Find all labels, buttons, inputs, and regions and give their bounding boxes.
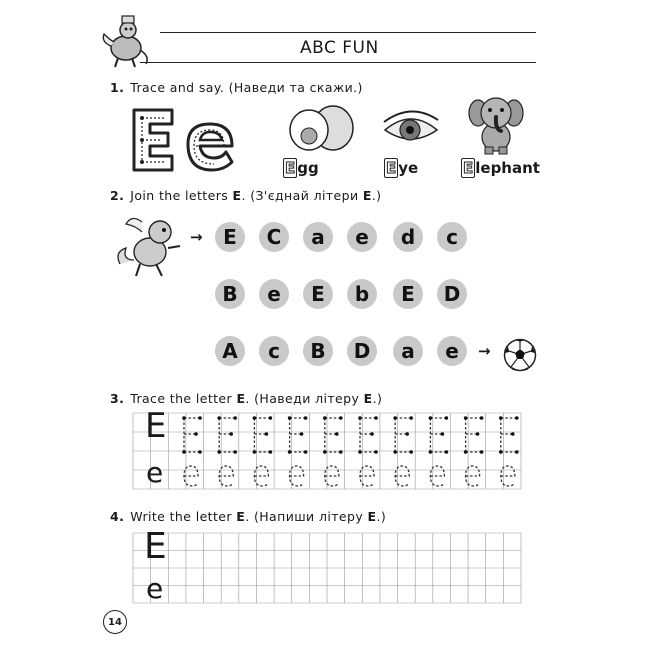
elephant-picture-icon	[468, 93, 524, 155]
egg-picture-icon	[285, 100, 357, 152]
eye-picture-icon	[382, 110, 440, 148]
letter-circle[interactable]: E	[215, 222, 245, 252]
letter-circle[interactable]: C	[259, 222, 289, 252]
exercise-3-instruction: 3. Trace the letter E. (Наведи літеру E.)	[110, 391, 383, 406]
title-line-top	[160, 32, 536, 33]
letter-circle[interactable]: a	[393, 336, 423, 366]
arrow-end-icon: →	[478, 342, 491, 360]
letter-circle[interactable]: e	[437, 336, 467, 366]
letter-circle[interactable]: b	[347, 279, 377, 309]
trace-letters-box	[128, 104, 248, 176]
letter-circle[interactable]: a	[303, 222, 333, 252]
exercise-1-instruction	[110, 80, 363, 95]
letter-circle[interactable]: D	[347, 336, 377, 366]
letter-circle[interactable]: e	[347, 222, 377, 252]
arrow-start-icon: →	[190, 228, 203, 246]
letter-circle[interactable]: B	[215, 279, 245, 309]
instruction-text: Trace and say. (Наведи та скажи.)	[130, 80, 363, 95]
page-title: ABC FUN	[300, 38, 379, 58]
model-letter-lower: e	[146, 572, 164, 605]
word-eye: E ye	[386, 159, 419, 177]
exercise-number: 1.	[110, 80, 125, 95]
dragon-mascot-icon	[112, 212, 188, 280]
model-letter-upper: E	[144, 526, 167, 567]
letter-circle[interactable]: D	[437, 279, 467, 309]
exercise-4-instruction: 4. Write the letter E. (Напиши літеру E.)	[110, 509, 387, 524]
model-letter-upper: E	[145, 406, 167, 446]
letter-circle[interactable]: c	[259, 336, 289, 366]
model-letter-lower: e	[146, 456, 164, 489]
title-line-bottom	[140, 62, 536, 63]
letter-circle[interactable]: e	[259, 279, 289, 309]
exercise-2-instruction: 2. Join the letters E. (З'єднай літери E.)	[110, 188, 382, 203]
letter-circle[interactable]: E	[303, 279, 333, 309]
letter-circle[interactable]: B	[303, 336, 333, 366]
writing-grid[interactable]	[132, 532, 522, 604]
letter-circle[interactable]: d	[393, 222, 423, 252]
letter-circle[interactable]: E	[393, 279, 423, 309]
trace-letter-grid[interactable]	[132, 412, 522, 490]
page-number: 14	[103, 610, 127, 634]
football-icon	[503, 338, 537, 372]
letter-circle[interactable]: A	[215, 336, 245, 366]
letter-circle[interactable]: c	[437, 222, 467, 252]
word-elephant: E lephant	[463, 159, 540, 177]
word-egg: E gg	[285, 159, 319, 177]
